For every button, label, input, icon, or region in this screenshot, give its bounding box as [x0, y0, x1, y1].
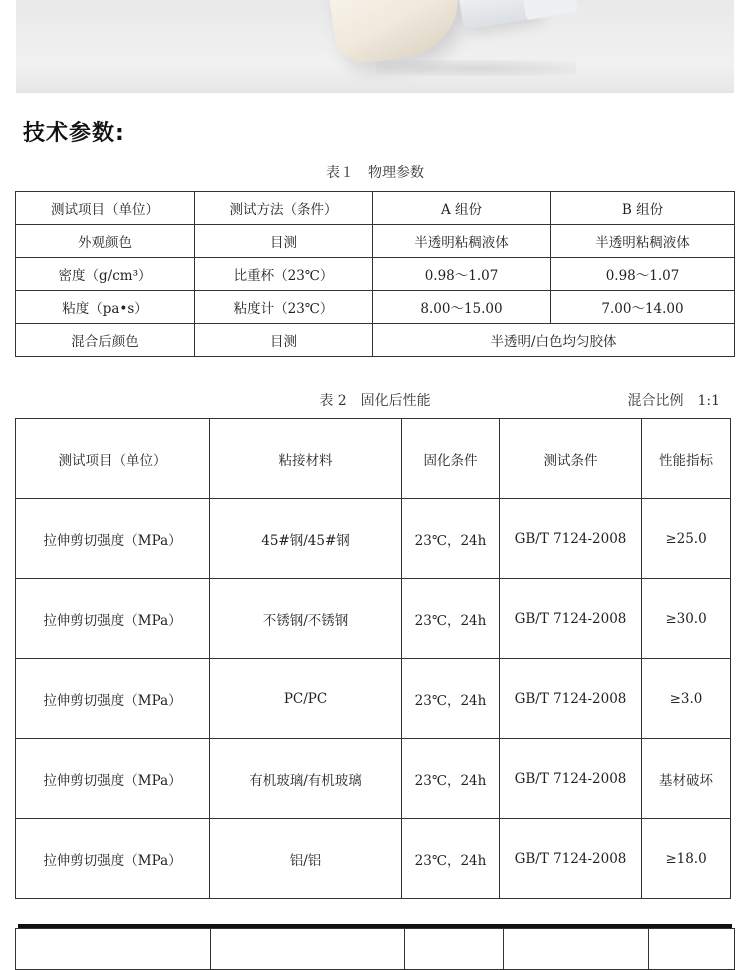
- header-cell: 测试项目（单位）: [16, 192, 195, 225]
- physical-params-table: [15, 191, 735, 357]
- table-cell: 拉伸剪切强度（MPa）: [16, 499, 210, 579]
- table-cell: 8.00～15.00: [373, 291, 551, 324]
- table-cell: 有机玻璃/有机玻璃: [210, 739, 402, 819]
- table-cell: 23℃，24h: [402, 739, 500, 819]
- table-cell: PC/PC: [210, 659, 402, 739]
- table-cell: GB/T 7124-2008: [500, 579, 642, 659]
- table-cell: 拉伸剪切强度（MPa）: [16, 739, 210, 819]
- table-cell: 半透明粘稠液体: [551, 225, 735, 258]
- table-cell: 目测: [195, 324, 373, 357]
- table-cell: 混合后颜色: [16, 324, 195, 357]
- table-cell: 半透明粘稠液体: [373, 225, 551, 258]
- header-cell: 测试方法（条件）: [195, 192, 373, 225]
- table-row: [16, 579, 731, 659]
- table-cell: 粘度计（23℃）: [195, 291, 373, 324]
- table-cell: 比重杯（23℃）: [195, 258, 373, 291]
- table-row: [16, 659, 731, 739]
- table-cell: ≥30.0: [642, 579, 731, 659]
- table-cell: 7.00～14.00: [551, 291, 735, 324]
- header-cell: 性能指标: [642, 419, 731, 499]
- table-cell: 基材破坏: [642, 739, 731, 819]
- table-cell: 23℃，24h: [402, 659, 500, 739]
- table-cell: ≥25.0: [642, 499, 731, 579]
- table2-caption: 表 2 固化后性能: [319, 393, 431, 409]
- table-cell: [504, 929, 649, 970]
- table-cell: GB/T 7124-2008: [500, 819, 642, 899]
- table-row: [16, 929, 735, 970]
- table-row: [16, 291, 735, 324]
- header-cell: A 组份: [373, 192, 551, 225]
- table-cell: [405, 929, 504, 970]
- header-cell: 粘接材料: [210, 419, 402, 499]
- table-header-row: [16, 192, 735, 225]
- table-row: [16, 258, 735, 291]
- table-cell: GB/T 7124-2008: [500, 739, 642, 819]
- product-photo: [16, 0, 734, 93]
- table-cell: GB/T 7124-2008: [500, 499, 642, 579]
- table-cell: 0.98～1.07: [551, 258, 735, 291]
- table-cell: 不锈钢/不锈钢: [210, 579, 402, 659]
- table-cell: 23℃，24h: [402, 499, 500, 579]
- header-cell: 测试项目（单位）: [16, 419, 210, 499]
- table-cell: 半透明/白色均匀胶体: [373, 324, 735, 357]
- table-cell: [649, 929, 735, 970]
- header-cell: 测试条件: [500, 419, 642, 499]
- header-cell: B 组份: [551, 192, 735, 225]
- table-cell: 23℃，24h: [402, 579, 500, 659]
- table-cell: ≥18.0: [642, 819, 731, 899]
- table-cell: 铝/铝: [210, 819, 402, 899]
- table-cell: 0.98～1.07: [373, 258, 551, 291]
- table-cell: ≥3.0: [642, 659, 731, 739]
- tube-shadow: [376, 60, 576, 76]
- table-row: [16, 499, 731, 579]
- next-table-partial: [15, 928, 735, 970]
- table-cell: 拉伸剪切强度（MPa）: [16, 659, 210, 739]
- table-cell: 外观颜色: [16, 225, 195, 258]
- table-row: [16, 324, 735, 357]
- table-row: [16, 739, 731, 819]
- table-header-row: [16, 419, 731, 499]
- table-cell: 目测: [195, 225, 373, 258]
- table-cell: 拉伸剪切强度（MPa）: [16, 579, 210, 659]
- table-cell: 45#钢/45#钢: [210, 499, 402, 579]
- table-row: [16, 225, 735, 258]
- table-cell: [16, 929, 211, 970]
- tube-nozzle: [522, 0, 578, 20]
- table-cell: 23℃，24h: [402, 819, 500, 899]
- section-title: 技术参数:: [23, 121, 125, 146]
- mix-ratio-label: 混合比例 1:1: [627, 393, 720, 409]
- table-cell: 密度（g/cm³）: [16, 258, 195, 291]
- header-cell: 固化条件: [402, 419, 500, 499]
- table-cell: 拉伸剪切强度（MPa）: [16, 819, 210, 899]
- table1-caption: 表１ 物理参数: [326, 165, 424, 181]
- table-cell: [211, 929, 405, 970]
- table-cell: 粘度（pa•s）: [16, 291, 195, 324]
- cured-performance-table: [15, 418, 731, 899]
- table-row: [16, 819, 731, 899]
- table-cell: GB/T 7124-2008: [500, 659, 642, 739]
